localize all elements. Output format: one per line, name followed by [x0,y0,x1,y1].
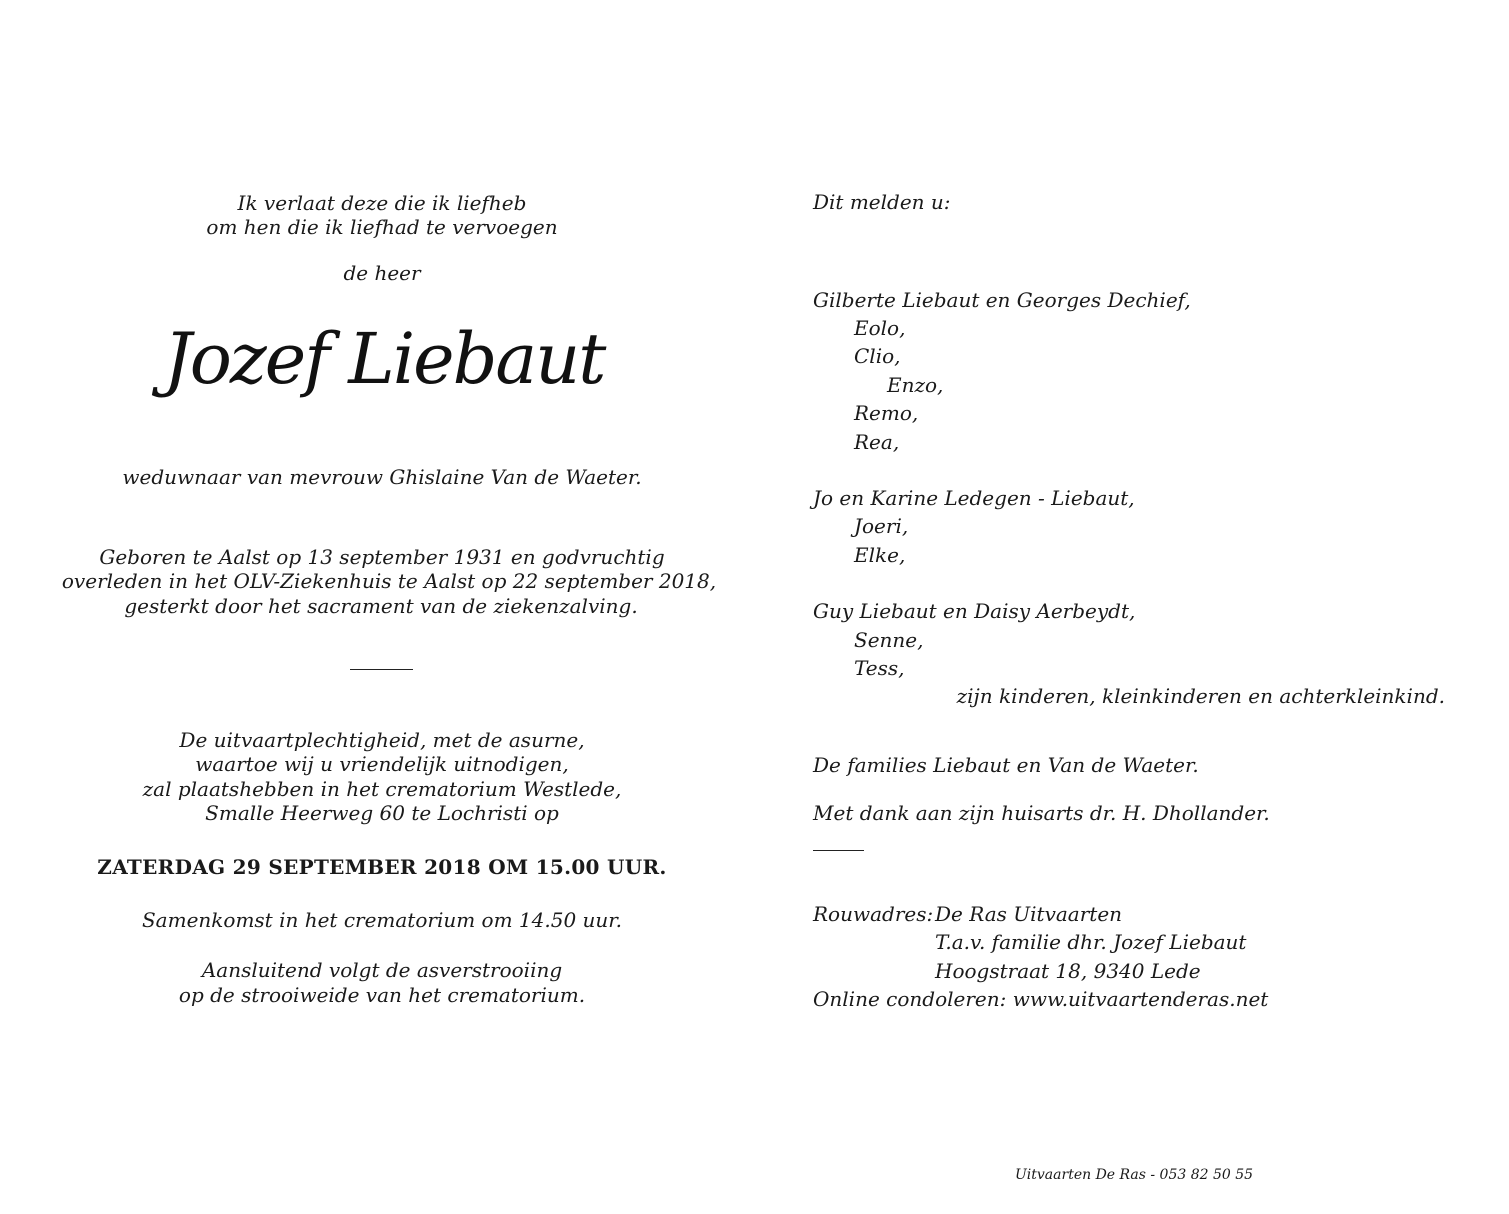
title-de-heer: de heer [343,261,421,285]
family1-child-3: Remo, [854,401,919,425]
relation-line: zijn kinderen, kleinkinderen en achterkleinkind. [956,684,1445,708]
funeral-line-3: zal plaatshebben in het crematorium Westlede, [142,777,622,801]
families-line: De families Liebaut en Van de Waeter. [813,753,1199,777]
gathering-line: Samenkomst in het crematorium om 14.50 uur. [141,908,623,932]
address-label: Rouwadres: [813,902,934,926]
online-url-link[interactable]: www.uitvaartenderas.net [1012,987,1269,1011]
ash-line-1: Aansluitend volgt de asverstrooiing [201,958,563,982]
family1-head: Gilberte Liebaut en Georges Dechief, [813,288,1191,312]
born-line-2: overleden in het OLV-Ziekenhuis te Aalst op 22 september 2018, [61,569,717,593]
address-line-2: T.a.v. familie dhr. Jozef Liebaut [935,930,1247,954]
family2-child-2: Elke, [854,543,906,567]
divider-right [813,850,864,851]
family1-child-1: Eolo, [854,316,906,340]
family1-child-4: Rea, [854,430,900,454]
born-line-3: gesterkt door het sacrament van de ziekenzalving. [124,594,638,618]
ash-line-2: op de strooiweide van het crematorium. [178,983,586,1007]
family2-head: Jo en Karine Ledegen - Liebaut, [813,486,1135,510]
family3-child-2: Tess, [854,656,905,680]
funeral-date: ZATERDAG 29 SEPTEMBER 2018 OM 15.00 UUR. [97,855,667,879]
quote-line-1: Ik verlaat deze die ik liefheb [237,191,527,215]
born-line-1: Geboren te Aalst op 13 september 1931 en godvruchtig [99,545,665,569]
funeral-line-1: De uitvaartplechtigheid, met de asurne, [179,728,585,752]
online-label: Online condoleren: [813,987,1007,1011]
footer-contact: Uitvaarten De Ras - 053 82 50 55 [1015,1167,1254,1183]
family1-grandchild: Enzo, [887,373,944,397]
family2-child-1: Joeri, [854,514,909,538]
thanks-line: Met dank aan zijn huisarts dr. H. Dhollander. [813,801,1270,825]
quote-line-2: om hen die ik liefhad te vervoegen [206,215,558,239]
divider-left [350,669,413,670]
widower-line: weduwnaar van mevrouw Ghislaine Van de Waeter. [122,465,642,489]
address-line-3: Hoogstraat 18, 9340 Lede [935,959,1201,983]
online-condolence [813,985,1268,1013]
funeral-line-4: Smalle Heerweg 60 te Lochristi op [205,801,559,825]
address-line-1: De Ras Uitvaarten [935,902,1123,926]
funeral-line-2: waartoe wij u vriendelijk uitnodigen, [195,752,569,776]
deceased-name-signature: Jozef Liebaut [163,318,605,400]
intro-line: Dit melden u: [813,190,951,214]
family3-head: Guy Liebaut en Daisy Aerbeydt, [813,599,1136,623]
family1-child-2: Clio, [854,344,901,368]
family3-child-1: Senne, [854,628,924,652]
